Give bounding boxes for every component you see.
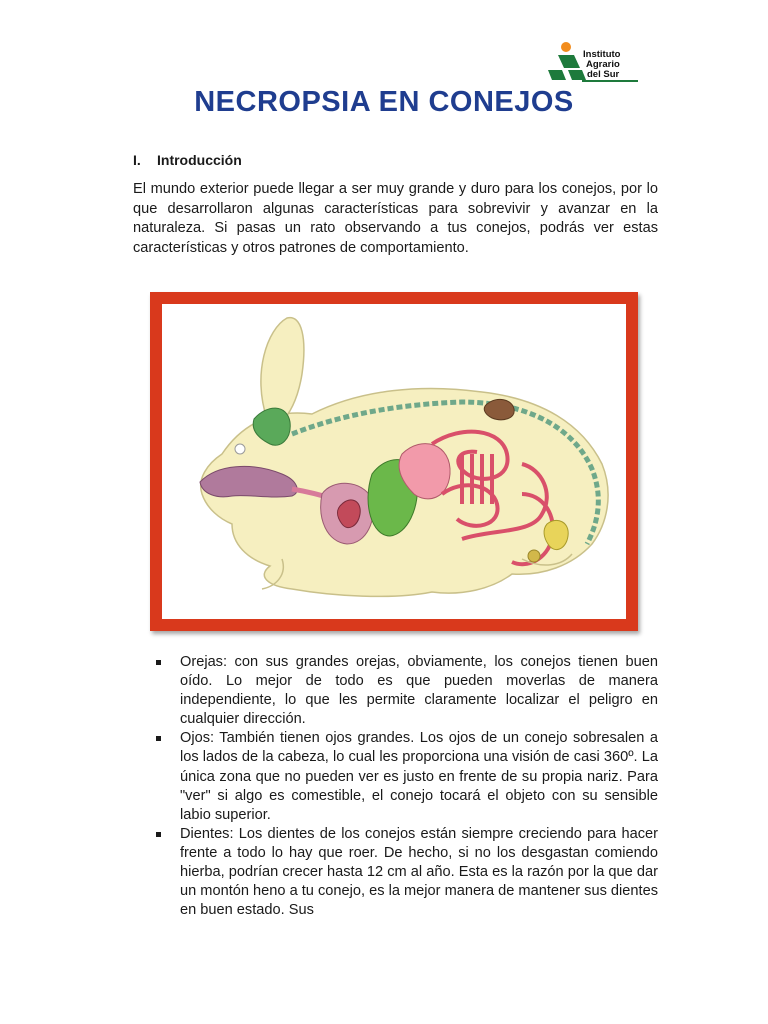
logo-green-shape-top <box>558 55 580 68</box>
list-item <box>155 729 658 824</box>
logo-line: del Sur <box>587 69 620 80</box>
square-bullet-icon <box>156 736 161 741</box>
square-bullet-icon <box>156 660 161 665</box>
document-title: NECROPSIA EN CONEJOS <box>194 86 574 118</box>
figure-frame <box>150 292 638 631</box>
square-bullet-icon <box>156 832 161 837</box>
rabbit-ear <box>261 318 304 424</box>
logo-underline <box>582 80 638 82</box>
rabbit-testis <box>528 550 540 562</box>
section-heading <box>133 152 242 168</box>
section-heading-text: Introducción <box>157 152 242 168</box>
list-item-text: Orejas: con sus grandes orejas, obviamente, los conejos tienen buen oído. Lo mejor de todo es que pueden moverlas de manera independiente, lo que les permite claramente localizar el peligro en cualquier dirección. <box>180 654 658 728</box>
rabbit-kidney <box>484 399 514 419</box>
rabbit-eye <box>235 444 245 454</box>
logo-green-shape-bottom <box>548 70 566 80</box>
list-item <box>155 825 658 920</box>
characteristics-list <box>155 653 658 920</box>
list-item-text: Ojos: También tienen ojos grandes. Los ojos de un conejo sobresalen a los lados de la cabeza, lo cual les proporciona una visión de casi 360º. La única zona que no pueden ver es justo en frente de su propia nariz. Para "ver" si algo es comestible, el conejo tocará el objeto con su sensible labio superior. <box>180 730 658 823</box>
logo-orange-dot <box>561 42 571 52</box>
logo-line: Instituto <box>583 49 621 60</box>
intro-paragraph: El mundo exterior puede llegar a ser muy grande y duro para los conejos, por lo que desarrollaron algunas características para sobrevivir y avanzar en la naturaleza. Si pasas un rato observando a tus conejos, podrás ver estas características y otros patrones de comportamiento. <box>133 181 658 257</box>
section-number: I. <box>133 152 141 168</box>
figure-inner <box>162 304 626 619</box>
logo-line: Agrario <box>586 59 620 70</box>
rabbit-anatomy-illustration <box>162 304 626 619</box>
list-item <box>155 653 658 729</box>
list-item-text: Dientes: Los dientes de los conejos están siempre creciendo para hacer frente a todo lo hay que roer. De hecho, si no los desgastan comiendo hierba, podrían crecer hasta 12 cm al año. Esta es la razón por la que dar un montón heno a tu conejo, es la mejor manera de mantener sus dientes en buen estado. Sus <box>180 825 658 919</box>
institute-logo-text <box>583 50 620 80</box>
